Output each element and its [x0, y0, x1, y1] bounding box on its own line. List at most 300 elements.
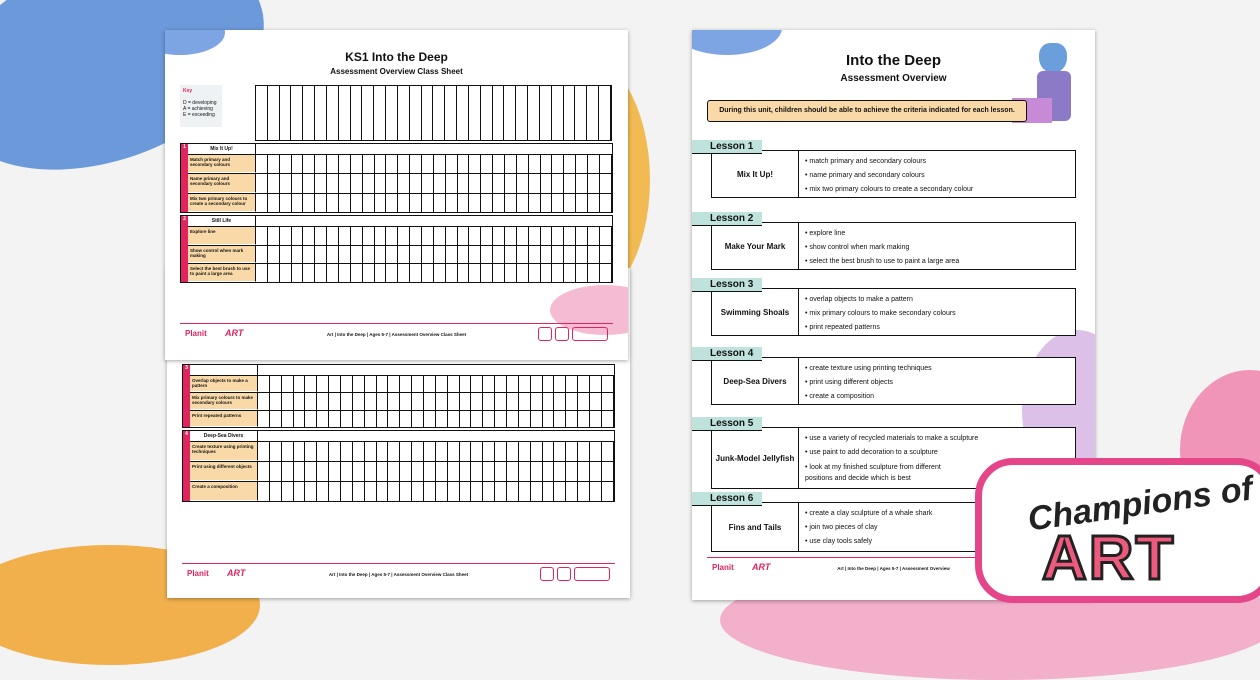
assessment-cell[interactable]: [280, 155, 292, 173]
assessment-cell[interactable]: [375, 246, 387, 264]
assessment-cell[interactable]: [519, 482, 531, 501]
assessment-cell[interactable]: [493, 264, 505, 282]
assessment-cell[interactable]: [256, 246, 268, 264]
pupil-name-header-grid[interactable]: [255, 85, 612, 141]
assessment-cell[interactable]: [505, 155, 517, 173]
assessment-cell[interactable]: [292, 227, 304, 245]
assessment-cell[interactable]: [458, 246, 470, 264]
assessment-cell[interactable]: [588, 194, 600, 212]
assessment-cell[interactable]: [327, 194, 339, 212]
name-column[interactable]: [599, 86, 611, 140]
assessment-cell[interactable]: [495, 462, 507, 481]
assessment-cell[interactable]: [505, 264, 517, 282]
assessment-cell[interactable]: [341, 376, 353, 392]
assessment-cell[interactable]: [517, 246, 529, 264]
assessment-cell[interactable]: [471, 482, 483, 501]
assessment-cell[interactable]: [294, 411, 306, 427]
assessment-cell[interactable]: [578, 462, 590, 481]
assessment-cell[interactable]: [305, 411, 317, 427]
assessment-cell[interactable]: [339, 227, 351, 245]
assessment-cell[interactable]: [282, 442, 294, 461]
assessment-cell[interactable]: [543, 462, 555, 481]
name-column[interactable]: [575, 86, 587, 140]
assessment-cell[interactable]: [258, 462, 270, 481]
assessment-cell[interactable]: [375, 174, 387, 192]
assessment-cell[interactable]: [351, 227, 363, 245]
assessment-cell[interactable]: [495, 393, 507, 409]
assessment-cell[interactable]: [363, 246, 375, 264]
assessment-cell[interactable]: [517, 264, 529, 282]
name-column[interactable]: [433, 86, 445, 140]
assessment-cell[interactable]: [329, 393, 341, 409]
assessment-cell[interactable]: [590, 462, 602, 481]
assessment-cell[interactable]: [578, 393, 590, 409]
assessment-cell[interactable]: [400, 411, 412, 427]
assessment-cell[interactable]: [268, 227, 280, 245]
assessment-cell[interactable]: [531, 376, 543, 392]
assessment-cell[interactable]: [398, 174, 410, 192]
assessment-cell[interactable]: [282, 376, 294, 392]
assessment-cell[interactable]: [386, 246, 398, 264]
assessment-cell[interactable]: [292, 174, 304, 192]
assessment-cell[interactable]: [256, 264, 268, 282]
assessment-cell[interactable]: [446, 155, 458, 173]
assessment-cell[interactable]: [602, 442, 614, 461]
assessment-cell[interactable]: [303, 194, 315, 212]
assessment-cell[interactable]: [398, 246, 410, 264]
assessment-cell[interactable]: [377, 393, 389, 409]
assessment-cell[interactable]: [258, 411, 270, 427]
assessment-cell[interactable]: [554, 442, 566, 461]
assessment-cell[interactable]: [422, 155, 434, 173]
assessment-cell[interactable]: [317, 442, 329, 461]
assessment-cell[interactable]: [294, 376, 306, 392]
assessment-cell[interactable]: [412, 482, 424, 501]
assessment-cell[interactable]: [576, 246, 588, 264]
assessment-cell[interactable]: [341, 482, 353, 501]
assessment-cell[interactable]: [424, 411, 436, 427]
assessment-cell[interactable]: [460, 462, 472, 481]
assessment-cell[interactable]: [386, 264, 398, 282]
assessment-cell[interactable]: [256, 194, 268, 212]
assessment-cell[interactable]: [588, 227, 600, 245]
assessment-cell[interactable]: [351, 174, 363, 192]
assessment-cell[interactable]: [460, 376, 472, 392]
assessment-cell[interactable]: [495, 442, 507, 461]
assessment-cell[interactable]: [460, 442, 472, 461]
assessment-cell[interactable]: [353, 482, 365, 501]
assessment-cell[interactable]: [552, 227, 564, 245]
assessment-cell[interactable]: [578, 442, 590, 461]
assessment-cell[interactable]: [541, 174, 553, 192]
assessment-cell[interactable]: [590, 393, 602, 409]
name-column[interactable]: [516, 86, 528, 140]
assessment-cell[interactable]: [471, 411, 483, 427]
name-column[interactable]: [315, 86, 327, 140]
assessment-cell[interactable]: [315, 227, 327, 245]
assessment-cell[interactable]: [412, 411, 424, 427]
assessment-cell[interactable]: [341, 393, 353, 409]
assessment-cell[interactable]: [446, 264, 458, 282]
assessment-cell[interactable]: [552, 174, 564, 192]
assessment-cell[interactable]: [469, 155, 481, 173]
assessment-cell[interactable]: [576, 227, 588, 245]
assessment-cell[interactable]: [493, 174, 505, 192]
assessment-cell[interactable]: [448, 411, 460, 427]
assessment-cell[interactable]: [377, 482, 389, 501]
assessment-cell[interactable]: [388, 482, 400, 501]
assessment-cell[interactable]: [412, 442, 424, 461]
assessment-cell[interactable]: [386, 174, 398, 192]
assessment-cell[interactable]: [481, 246, 493, 264]
assessment-cell[interactable]: [422, 194, 434, 212]
name-column[interactable]: [493, 86, 505, 140]
assessment-cell[interactable]: [353, 442, 365, 461]
name-column[interactable]: [386, 86, 398, 140]
name-column[interactable]: [374, 86, 386, 140]
assessment-cell[interactable]: [576, 194, 588, 212]
assessment-cell[interactable]: [434, 194, 446, 212]
assessment-cell[interactable]: [541, 227, 553, 245]
assessment-cell[interactable]: [294, 462, 306, 481]
assessment-cell[interactable]: [519, 462, 531, 481]
assessment-cell[interactable]: [493, 246, 505, 264]
assessment-cell[interactable]: [410, 174, 422, 192]
name-column[interactable]: [327, 86, 339, 140]
assessment-cell[interactable]: [280, 194, 292, 212]
assessment-cell[interactable]: [436, 411, 448, 427]
assessment-cell[interactable]: [258, 482, 270, 501]
name-column[interactable]: [422, 86, 434, 140]
name-column[interactable]: [291, 86, 303, 140]
assessment-cell[interactable]: [578, 482, 590, 501]
name-column[interactable]: [469, 86, 481, 140]
assessment-cell[interactable]: [280, 246, 292, 264]
assessment-cell[interactable]: [541, 264, 553, 282]
assessment-cell[interactable]: [400, 482, 412, 501]
assessment-cell[interactable]: [436, 442, 448, 461]
assessment-cell[interactable]: [353, 376, 365, 392]
assessment-cell[interactable]: [363, 174, 375, 192]
name-column[interactable]: [351, 86, 363, 140]
assessment-cell[interactable]: [268, 246, 280, 264]
assessment-cell[interactable]: [543, 482, 555, 501]
assessment-cell[interactable]: [270, 411, 282, 427]
assessment-cell[interactable]: [329, 482, 341, 501]
assessment-cell[interactable]: [469, 194, 481, 212]
assessment-cell[interactable]: [517, 194, 529, 212]
assessment-cell[interactable]: [410, 227, 422, 245]
assessment-cell[interactable]: [495, 411, 507, 427]
assessment-cell[interactable]: [507, 411, 519, 427]
assessment-cell[interactable]: [600, 194, 612, 212]
assessment-cell[interactable]: [434, 227, 446, 245]
assessment-cell[interactable]: [305, 482, 317, 501]
assessment-cell[interactable]: [566, 442, 578, 461]
assessment-cell[interactable]: [270, 442, 282, 461]
assessment-cell[interactable]: [400, 376, 412, 392]
assessment-cell[interactable]: [294, 482, 306, 501]
name-column[interactable]: [552, 86, 564, 140]
assessment-cell[interactable]: [329, 442, 341, 461]
assessment-cell[interactable]: [566, 462, 578, 481]
assessment-cell[interactable]: [317, 376, 329, 392]
assessment-cell[interactable]: [600, 155, 612, 173]
assessment-cell[interactable]: [327, 264, 339, 282]
assessment-cell[interactable]: [543, 411, 555, 427]
assessment-cell[interactable]: [517, 227, 529, 245]
assessment-cell[interactable]: [543, 376, 555, 392]
assessment-cell[interactable]: [436, 376, 448, 392]
assessment-cell[interactable]: [292, 246, 304, 264]
assessment-cell[interactable]: [460, 411, 472, 427]
assessment-cell[interactable]: [294, 393, 306, 409]
assessment-cell[interactable]: [588, 174, 600, 192]
assessment-cell[interactable]: [541, 194, 553, 212]
assessment-cell[interactable]: [507, 376, 519, 392]
assessment-cell[interactable]: [268, 155, 280, 173]
assessment-cell[interactable]: [531, 411, 543, 427]
assessment-cell[interactable]: [590, 411, 602, 427]
assessment-cell[interactable]: [422, 227, 434, 245]
assessment-cell[interactable]: [505, 246, 517, 264]
assessment-cell[interactable]: [377, 376, 389, 392]
name-column[interactable]: [398, 86, 410, 140]
assessment-cell[interactable]: [282, 393, 294, 409]
assessment-cell[interactable]: [375, 227, 387, 245]
assessment-cell[interactable]: [424, 482, 436, 501]
assessment-cell[interactable]: [552, 264, 564, 282]
assessment-cell[interactable]: [303, 264, 315, 282]
assessment-cell[interactable]: [327, 246, 339, 264]
assessment-cell[interactable]: [519, 376, 531, 392]
assessment-cell[interactable]: [554, 482, 566, 501]
assessment-cell[interactable]: [519, 442, 531, 461]
assessment-cell[interactable]: [270, 462, 282, 481]
assessment-cell[interactable]: [460, 393, 472, 409]
assessment-cell[interactable]: [317, 462, 329, 481]
assessment-cell[interactable]: [377, 411, 389, 427]
assessment-cell[interactable]: [543, 442, 555, 461]
assessment-cell[interactable]: [481, 194, 493, 212]
assessment-cell[interactable]: [590, 376, 602, 392]
assessment-cell[interactable]: [353, 393, 365, 409]
assessment-cell[interactable]: [436, 462, 448, 481]
assessment-cell[interactable]: [531, 442, 543, 461]
assessment-cell[interactable]: [412, 376, 424, 392]
assessment-cell[interactable]: [495, 376, 507, 392]
assessment-cell[interactable]: [529, 194, 541, 212]
assessment-cell[interactable]: [424, 376, 436, 392]
assessment-cell[interactable]: [327, 174, 339, 192]
assessment-cell[interactable]: [576, 155, 588, 173]
assessment-cell[interactable]: [507, 393, 519, 409]
assessment-cell[interactable]: [386, 194, 398, 212]
assessment-cell[interactable]: [292, 194, 304, 212]
assessment-cell[interactable]: [517, 155, 529, 173]
assessment-cell[interactable]: [341, 442, 353, 461]
assessment-cell[interactable]: [564, 155, 576, 173]
assessment-cell[interactable]: [566, 411, 578, 427]
assessment-cell[interactable]: [388, 376, 400, 392]
assessment-cell[interactable]: [543, 393, 555, 409]
assessment-cell[interactable]: [481, 227, 493, 245]
assessment-cell[interactable]: [448, 393, 460, 409]
assessment-cell[interactable]: [531, 462, 543, 481]
assessment-cell[interactable]: [590, 442, 602, 461]
name-column[interactable]: [504, 86, 516, 140]
assessment-cell[interactable]: [363, 194, 375, 212]
assessment-cell[interactable]: [280, 264, 292, 282]
assessment-cell[interactable]: [483, 376, 495, 392]
assessment-cell[interactable]: [471, 393, 483, 409]
assessment-cell[interactable]: [602, 462, 614, 481]
assessment-cell[interactable]: [552, 246, 564, 264]
assessment-cell[interactable]: [517, 174, 529, 192]
assessment-cell[interactable]: [365, 462, 377, 481]
assessment-cell[interactable]: [351, 194, 363, 212]
assessment-cell[interactable]: [446, 246, 458, 264]
assessment-cell[interactable]: [377, 442, 389, 461]
assessment-cell[interactable]: [602, 411, 614, 427]
assessment-cell[interactable]: [424, 393, 436, 409]
assessment-cell[interactable]: [434, 246, 446, 264]
name-column[interactable]: [540, 86, 552, 140]
assessment-cell[interactable]: [541, 246, 553, 264]
assessment-cell[interactable]: [471, 442, 483, 461]
assessment-cell[interactable]: [434, 264, 446, 282]
assessment-cell[interactable]: [564, 246, 576, 264]
assessment-cell[interactable]: [282, 411, 294, 427]
assessment-cell[interactable]: [519, 393, 531, 409]
name-column[interactable]: [564, 86, 576, 140]
assessment-cell[interactable]: [400, 442, 412, 461]
assessment-cell[interactable]: [469, 264, 481, 282]
assessment-cell[interactable]: [315, 264, 327, 282]
assessment-cell[interactable]: [282, 482, 294, 501]
assessment-cell[interactable]: [388, 411, 400, 427]
assessment-cell[interactable]: [315, 155, 327, 173]
assessment-cell[interactable]: [268, 264, 280, 282]
assessment-cell[interactable]: [493, 155, 505, 173]
assessment-cell[interactable]: [365, 376, 377, 392]
assessment-cell[interactable]: [564, 264, 576, 282]
assessment-cell[interactable]: [434, 174, 446, 192]
assessment-cell[interactable]: [602, 376, 614, 392]
assessment-cell[interactable]: [377, 462, 389, 481]
assessment-cell[interactable]: [588, 246, 600, 264]
assessment-cell[interactable]: [446, 227, 458, 245]
assessment-cell[interactable]: [495, 482, 507, 501]
name-column[interactable]: [457, 86, 469, 140]
assessment-cell[interactable]: [365, 442, 377, 461]
assessment-cell[interactable]: [554, 462, 566, 481]
name-column[interactable]: [256, 86, 268, 140]
assessment-cell[interactable]: [317, 482, 329, 501]
assessment-cell[interactable]: [446, 174, 458, 192]
assessment-cell[interactable]: [398, 227, 410, 245]
assessment-cell[interactable]: [590, 482, 602, 501]
assessment-cell[interactable]: [458, 155, 470, 173]
name-column[interactable]: [587, 86, 599, 140]
assessment-cell[interactable]: [448, 376, 460, 392]
assessment-cell[interactable]: [448, 442, 460, 461]
assessment-cell[interactable]: [410, 194, 422, 212]
assessment-cell[interactable]: [410, 155, 422, 173]
assessment-cell[interactable]: [363, 155, 375, 173]
assessment-cell[interactable]: [351, 246, 363, 264]
assessment-cell[interactable]: [375, 155, 387, 173]
assessment-cell[interactable]: [519, 411, 531, 427]
assessment-cell[interactable]: [446, 194, 458, 212]
assessment-cell[interactable]: [566, 393, 578, 409]
assessment-cell[interactable]: [531, 482, 543, 501]
assessment-cell[interactable]: [317, 411, 329, 427]
assessment-cell[interactable]: [529, 264, 541, 282]
assessment-cell[interactable]: [564, 227, 576, 245]
assessment-cell[interactable]: [341, 462, 353, 481]
assessment-cell[interactable]: [422, 174, 434, 192]
assessment-cell[interactable]: [327, 227, 339, 245]
assessment-cell[interactable]: [483, 393, 495, 409]
assessment-cell[interactable]: [529, 227, 541, 245]
name-column[interactable]: [268, 86, 280, 140]
assessment-cell[interactable]: [363, 264, 375, 282]
assessment-cell[interactable]: [329, 462, 341, 481]
assessment-cell[interactable]: [388, 393, 400, 409]
assessment-cell[interactable]: [422, 246, 434, 264]
assessment-cell[interactable]: [481, 264, 493, 282]
assessment-cell[interactable]: [375, 194, 387, 212]
assessment-cell[interactable]: [588, 264, 600, 282]
assessment-cell[interactable]: [256, 155, 268, 173]
assessment-cell[interactable]: [329, 411, 341, 427]
assessment-cell[interactable]: [505, 174, 517, 192]
assessment-cell[interactable]: [351, 155, 363, 173]
assessment-cell[interactable]: [258, 442, 270, 461]
assessment-cell[interactable]: [317, 393, 329, 409]
assessment-cell[interactable]: [303, 174, 315, 192]
assessment-cell[interactable]: [448, 462, 460, 481]
assessment-cell[interactable]: [270, 393, 282, 409]
assessment-cell[interactable]: [398, 155, 410, 173]
assessment-cell[interactable]: [339, 246, 351, 264]
assessment-cell[interactable]: [305, 442, 317, 461]
assessment-cell[interactable]: [351, 264, 363, 282]
assessment-cell[interactable]: [600, 227, 612, 245]
assessment-cell[interactable]: [588, 155, 600, 173]
assessment-cell[interactable]: [554, 376, 566, 392]
assessment-cell[interactable]: [386, 155, 398, 173]
name-column[interactable]: [410, 86, 422, 140]
assessment-cell[interactable]: [400, 462, 412, 481]
assessment-cell[interactable]: [270, 376, 282, 392]
assessment-cell[interactable]: [341, 411, 353, 427]
assessment-cell[interactable]: [434, 155, 446, 173]
assessment-cell[interactable]: [268, 194, 280, 212]
assessment-cell[interactable]: [458, 264, 470, 282]
assessment-cell[interactable]: [339, 174, 351, 192]
assessment-cell[interactable]: [303, 227, 315, 245]
assessment-cell[interactable]: [280, 174, 292, 192]
assessment-cell[interactable]: [258, 376, 270, 392]
assessment-cell[interactable]: [292, 264, 304, 282]
assessment-cell[interactable]: [327, 155, 339, 173]
name-column[interactable]: [445, 86, 457, 140]
assessment-cell[interactable]: [388, 462, 400, 481]
assessment-cell[interactable]: [303, 246, 315, 264]
assessment-cell[interactable]: [493, 227, 505, 245]
